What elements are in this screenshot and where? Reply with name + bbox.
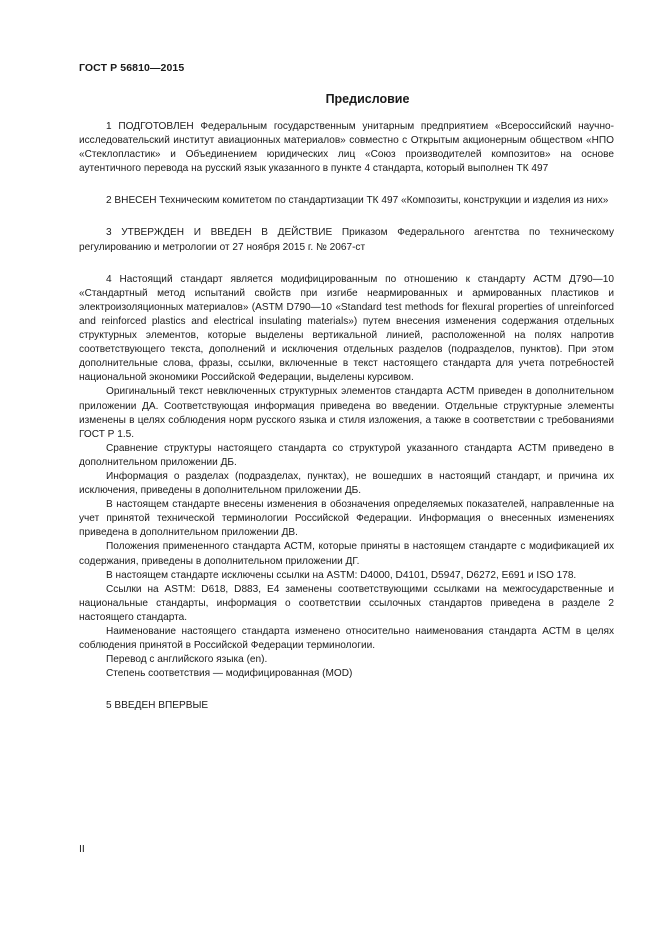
section-4-paragraph: Оригинальный текст невключенных структурных элементов стандарта АСТМ приведен в дополнительном приложении ДА. Соответствующая информация приведена во введении. Отдельные структурные элементы изменены в целях соблюдения норм русского языка и стиля изложения, а также в соответствии с требованиями ГОСТ Р 1.5.: [79, 386, 614, 440]
page-title: Предисловие: [325, 92, 410, 106]
section-4-paragraph: Ссылки на ASTM: D618, D883, E4 заменены соответствующими ссылками на межгосударственные и национальные стандарты, информация о соответствии ссылочных стандартов приведена в разделе 2 настоящего стандарта.: [79, 583, 614, 623]
document-code: ГОСТ Р 56810—2015: [79, 62, 185, 74]
foreword-body: [79, 120, 614, 713]
section-4-paragraph: Сравнение структуры настоящего стандарта со структурой указанного стандарта АСТМ приведено в дополнительном приложении ДБ.: [79, 442, 614, 468]
section-4-paragraph: Положения примененного стандарта АСТМ, которые приняты в настоящем стандарте с модификацией их содержания, приведены в дополнительном приложении ДГ.: [79, 541, 614, 567]
page-number: II: [79, 843, 85, 855]
section-1: 1 ПОДГОТОВЛЕН Федеральным государственным унитарным предприятием «Всероссийский научно-исследовательский институт авиационных материалов» совместно с Открытым акционерным обществом «НПО «Стеклопластик» и Объединением юридических лиц «Союз производителей композитов» на основе аутентичного перевода на русский язык указанного в пункте 4 стандарта, который выполнен ТК 497: [79, 121, 614, 175]
section-2: 2 ВНЕСЕН Техническим комитетом по стандартизации ТК 497 «Композиты, конструкции и изделия из них»: [106, 195, 609, 207]
section-4-paragraph: В настоящем стандарте исключены ссылки на ASTM: D4000, D4101, D5947, D6272, E691 и ISO 178.: [106, 569, 577, 581]
section-3: 3 УТВЕРЖДЕН И ВВЕДЕН В ДЕЙСТВИЕ Приказом Федерального агентства по техническому регулированию и метрологии от 27 ноября 2015 г. № 2067-ст: [79, 227, 614, 253]
section-4-paragraph: Наименование настоящего стандарта изменено относительно наименования стандарта АСТМ в целях соблюдения принятой в Российской Федерации терминологии.: [79, 626, 614, 652]
section-5: 5 ВВЕДЕН ВПЕРВЫЕ: [106, 700, 209, 712]
section-4-paragraph: В настоящем стандарте внесены изменения в обозначения определяемых показателей, направленные на учет принятой технической терминологии Российской Федерации. Информация о внесенных изменениях приведена в дополнительном приложении ДВ.: [79, 499, 614, 539]
section-4-paragraph: Перевод с английского языка (en).: [106, 654, 268, 666]
section-4: 4 Настоящий стандарт является модифицированным по отношению к стандарту АСТМ Д790—10 «Стандартный метод испытаний свойств при изгибе неармированных и армированных пластиков и электроизоляционных материалов» (ASTM D790—10 «Standard test methods for flexural properties of unreinforced and reinforced plastics and electrical insulating materials») путем внесения изменения содержания отдельных структурных элементов, которые выделены вертикальной линией, расположенной на полях напротив соответствующего текста, дополнений и исключения отдельных разделов (подразделов, пунктов). При этом дополнительные слова, фразы, ссылки, включенные в текст настоящего стандарта для учета потребностей национальной экономики Российской Федерации, выделены курсивом.: [79, 273, 614, 384]
section-4-paragraph: Информация о разделах (подразделах, пунктах), не вошедших в настоящий стандарт, и причина их исключения, приведены в дополнительном приложении ДБ.: [79, 470, 614, 497]
section-4-paragraph: Степень соответствия — модифицированная (MOD): [106, 668, 353, 680]
